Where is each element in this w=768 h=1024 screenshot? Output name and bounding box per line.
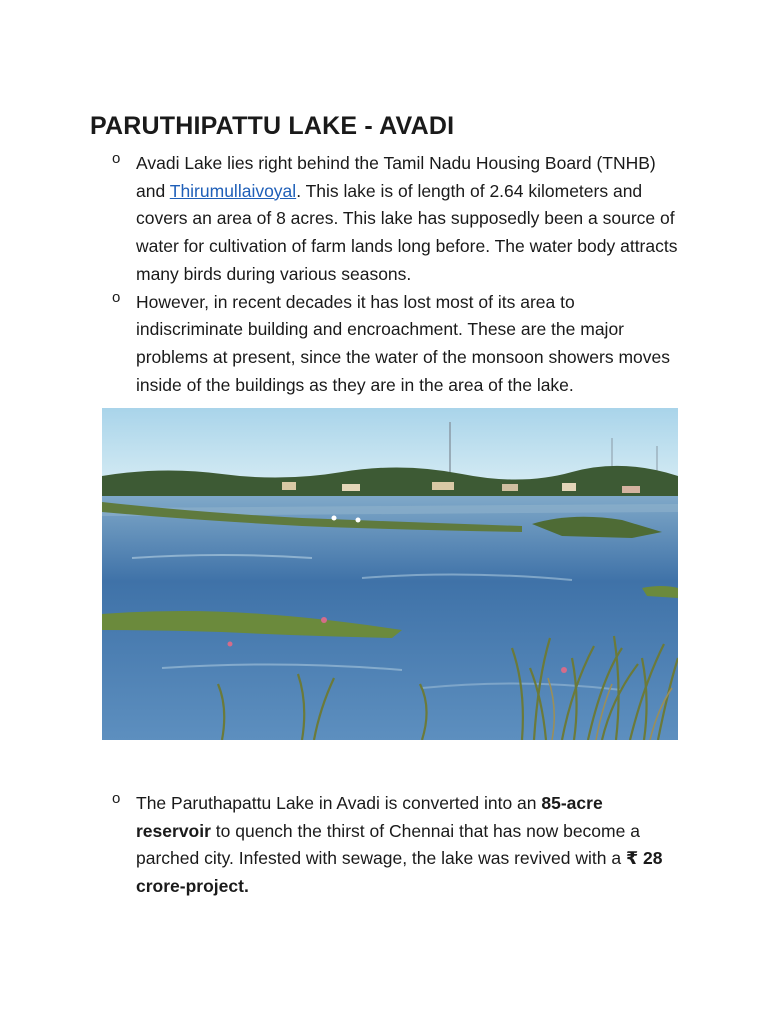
paragraph-lake-location bbox=[136, 150, 681, 289]
paragraph-text: The Paruthapattu Lake in Avadi is converted into an bbox=[136, 793, 542, 813]
paragraph-text: Avadi Lake lies right behind the Tamil Nadu Housing Board (TNHB) and bbox=[136, 153, 656, 201]
paragraph-text: to quench the thirst of Chennai that has now become a parched city. Infested with sewage, the lake was revived with a bbox=[136, 820, 640, 869]
page-title: PARUTHIPATTU LAKE - AVADI bbox=[90, 112, 455, 140]
bullet-list-bottom bbox=[0, 790, 768, 901]
thirumullaivoyal-link[interactable]: Thirumullaivoyal bbox=[169, 180, 297, 201]
lake-photo bbox=[102, 408, 678, 740]
bullet-marker: o bbox=[112, 790, 121, 807]
paragraph-encroachment: However, in recent decades it has lost most of its area to indiscriminate building and encroachment. These are the major problems at present, since the water of the monsoon showers moves inside of the buildings as they are in the area of the lake. bbox=[136, 291, 671, 395]
paragraph-text: . This lake is of length of 2.64 kilometers and covers an area of 8 acres. This lake has supposedly been a source of water for cultivation of farm lands long before. The water body attracts many birds during various seasons. bbox=[136, 180, 678, 284]
bullet-marker: o bbox=[112, 150, 121, 167]
list-item bbox=[0, 790, 681, 901]
list-item bbox=[0, 150, 681, 289]
list-item bbox=[0, 289, 681, 400]
bullet-marker: o bbox=[112, 288, 121, 306]
bullet-list-top bbox=[0, 150, 768, 399]
paragraph-reservoir bbox=[136, 790, 681, 901]
project-cost-text: ₹ 28 crore-project. bbox=[136, 848, 663, 897]
reservoir-size-text: 85-acre reservoir bbox=[136, 793, 603, 841]
